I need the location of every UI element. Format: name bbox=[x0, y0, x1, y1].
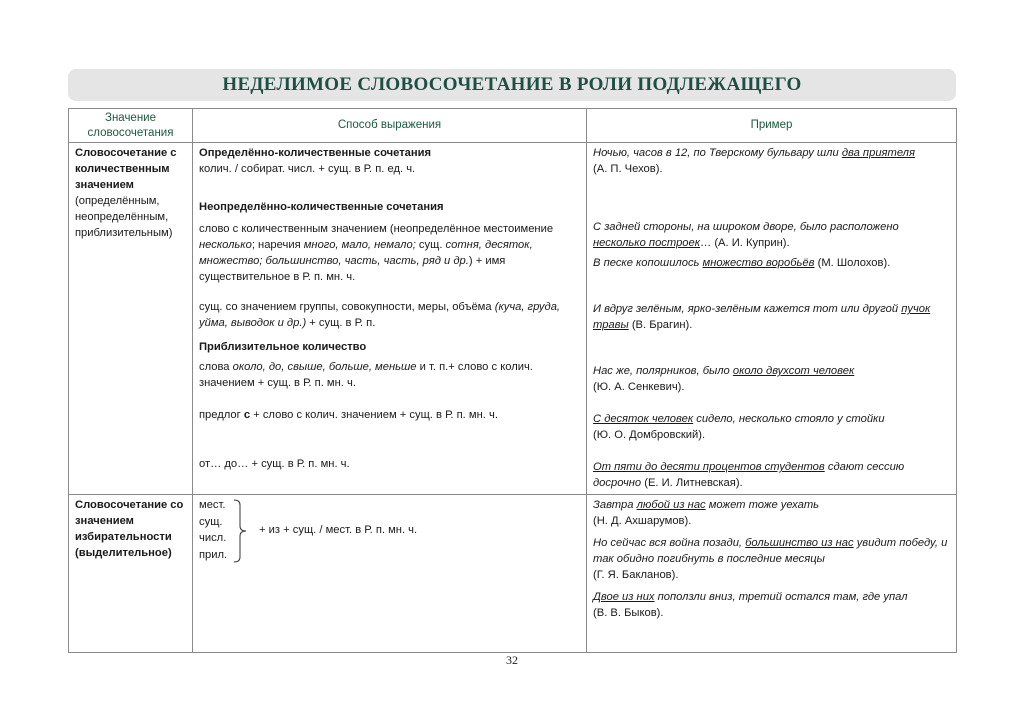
example-6 bbox=[593, 411, 950, 443]
right-brace-icon bbox=[233, 499, 247, 563]
header-example: Пример bbox=[587, 109, 957, 143]
text: И вдруг зелёным, ярко-зелёным кажется тот или другой bbox=[593, 303, 902, 315]
title-banner bbox=[68, 69, 956, 101]
example-5 bbox=[593, 363, 950, 395]
row1-meaning-bold: Словосочетание с количественным значением bbox=[75, 147, 177, 191]
approx-rule-1 bbox=[199, 359, 580, 391]
header-method: Способ выражения bbox=[193, 109, 587, 143]
table-header-row bbox=[69, 109, 957, 143]
text: (куча, груда, уйма, выводок и др.) bbox=[199, 301, 561, 329]
text: + слово с колич. значением + сущ. в Р. п. мн. ч. bbox=[250, 409, 498, 421]
text: около, до, свыше, больше, меньше bbox=[232, 361, 417, 373]
author: (Ю. А. Сенкевич). bbox=[593, 381, 685, 393]
text: ) + имя существительное в Р. п. мн. ч. bbox=[199, 255, 506, 283]
text: с bbox=[243, 409, 251, 421]
example-3 bbox=[593, 255, 950, 271]
text: слова bbox=[199, 361, 233, 373]
example-2 bbox=[593, 535, 950, 583]
author: (Г. Я. Бакланов). bbox=[593, 569, 679, 581]
approx-rule-2 bbox=[199, 407, 580, 423]
row2-meaning-bold: Словосочетание со значением избирательности (выделительное) bbox=[75, 499, 184, 559]
pos-list bbox=[199, 497, 227, 563]
example-1 bbox=[593, 145, 950, 177]
text: сущ. со значением группы, совокупности, меры, объёма bbox=[199, 301, 495, 313]
author: (А. П. Чехов). bbox=[593, 163, 663, 175]
author: … (А. И. Куприн). bbox=[700, 237, 790, 249]
author: (В. Брагин). bbox=[628, 319, 693, 331]
underlined-text: около двухсот человек bbox=[732, 365, 855, 377]
brace-group bbox=[199, 497, 580, 577]
text: и т. п.+ слово с колич. значением + сущ. в Р. п. мн. ч. bbox=[199, 361, 533, 389]
text: много, мало, немало; bbox=[303, 239, 416, 251]
underlined-text: множество воробьёв bbox=[702, 257, 815, 269]
underlined-text: большинство из нас bbox=[745, 537, 854, 549]
text: Но сейчас вся война позади, bbox=[593, 537, 746, 549]
underlined-text: пучок травы bbox=[593, 303, 931, 331]
example-3 bbox=[593, 589, 950, 621]
text: слово с количественным значением (неопределённое местоимение bbox=[199, 223, 554, 235]
text: Нас же, полярников, было bbox=[593, 365, 733, 377]
text: сущ. bbox=[415, 239, 446, 251]
text: С задней стороны, на широком дворе, было расположено bbox=[593, 221, 899, 233]
approx-heading: Приблизительное количество bbox=[199, 341, 367, 353]
table-row bbox=[69, 495, 957, 653]
pos-item: мест. bbox=[199, 499, 226, 511]
text: В песке копошилось bbox=[593, 257, 703, 269]
indefinite-rule-1 bbox=[199, 221, 580, 285]
example-1 bbox=[593, 497, 950, 529]
text: Ночью, часов в 12, по Тверскому бульвару шли bbox=[593, 147, 842, 159]
text: Завтра bbox=[593, 499, 637, 511]
underlined-text: любой из нас bbox=[636, 499, 706, 511]
underlined-text: несколько построек bbox=[593, 237, 701, 249]
author: (Е. И. Литневская). bbox=[641, 477, 743, 489]
example-7 bbox=[593, 459, 950, 491]
example-4 bbox=[593, 301, 950, 333]
indefinite-heading: Неопределённо-количественные сочетания bbox=[199, 201, 444, 213]
underlined-text: два приятеля bbox=[841, 147, 915, 159]
underlined-text: С десяток человек bbox=[593, 413, 694, 425]
header-meaning: Значение словосочетания bbox=[69, 109, 193, 143]
pos-item: сущ. bbox=[199, 515, 223, 528]
selective-formula: + из + сущ. / мест. в Р. п. мн. ч. bbox=[259, 524, 418, 536]
author: (Н. Д. Ахшарумов). bbox=[593, 515, 692, 527]
text: предлог bbox=[199, 409, 244, 421]
text: может тоже уехать bbox=[705, 499, 820, 511]
row1-meaning bbox=[69, 143, 193, 495]
text: сидело, несколько стояло у стойки bbox=[693, 413, 885, 425]
row1-meaning-normal: (определённым, неопределённым, приблизительным) bbox=[75, 195, 173, 239]
content-table bbox=[68, 108, 957, 653]
text: поползли вниз, третий остался там, где упал bbox=[654, 591, 908, 603]
row1-examples bbox=[587, 143, 957, 495]
author: (М. Шолохов). bbox=[814, 257, 891, 269]
text: ; наречия bbox=[251, 239, 304, 251]
text: увидит победу, и так обидно погибнуть в последние месяцы bbox=[593, 537, 948, 565]
row1-method bbox=[193, 143, 587, 495]
pos-item: числ. bbox=[199, 532, 227, 544]
author: (Ю. О. Домбровский). bbox=[593, 429, 706, 441]
page-number: 32 bbox=[506, 653, 518, 667]
underlined-text: Двое из них bbox=[593, 591, 655, 603]
definite-formula: колич. / собират. числ. + сущ. в Р. п. ед. ч. bbox=[199, 163, 416, 175]
table-row bbox=[69, 143, 957, 495]
row2-method bbox=[193, 495, 587, 653]
indefinite-rule-2 bbox=[199, 299, 580, 331]
row2-examples bbox=[587, 495, 957, 653]
text: сотня, десяток, множество; большинство, часть, часть, ряд и др. bbox=[199, 239, 533, 267]
row2-meaning bbox=[69, 495, 193, 653]
text: + сущ. в Р. п. bbox=[306, 317, 376, 329]
approx-rule-3: от… до… + сущ. в Р. п. мн. ч. bbox=[199, 458, 350, 470]
page-title: НЕДЕЛИМОЕ СЛОВОСОЧЕТАНИЕ В РОЛИ ПОДЛЕЖАЩЕГО bbox=[222, 74, 802, 95]
author: (В. В. Быков). bbox=[593, 607, 664, 619]
definite-heading: Определённо-количественные сочетания bbox=[199, 147, 432, 159]
underlined-text: От пяти до десяти процентов студентов bbox=[593, 461, 825, 473]
pos-item: прил. bbox=[199, 548, 228, 561]
example-2 bbox=[593, 219, 950, 251]
text: сдают сессию досрочно bbox=[593, 461, 905, 489]
text: несколько bbox=[199, 239, 252, 251]
